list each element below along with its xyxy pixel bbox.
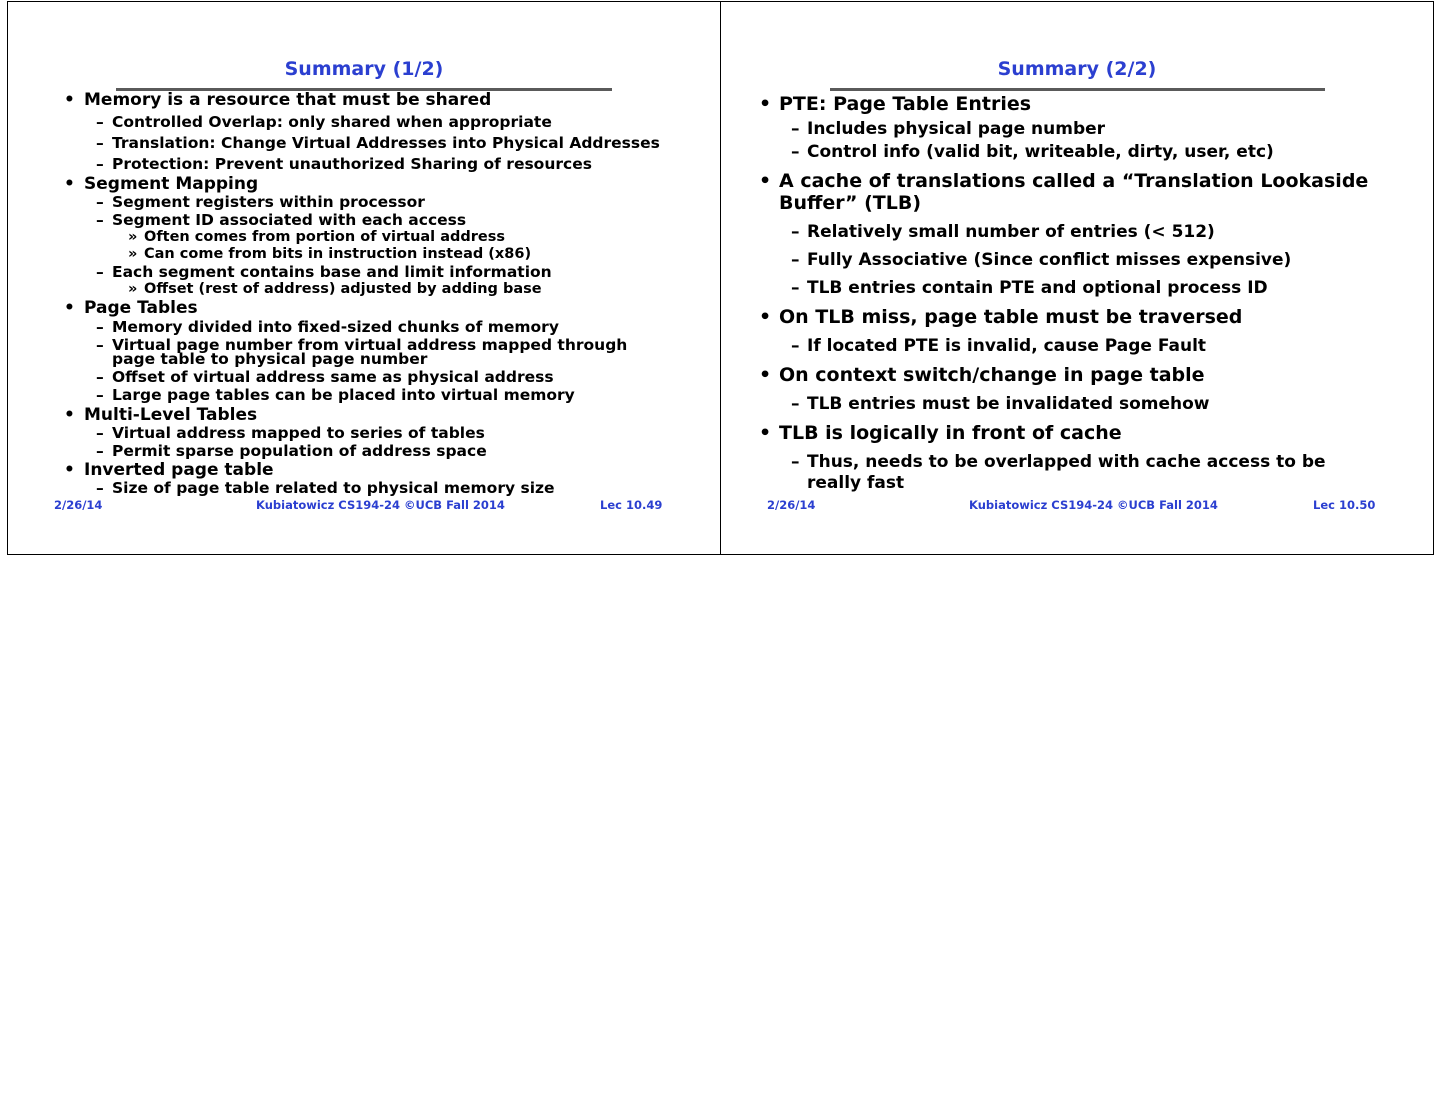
footer-date: 2/26/14 [767, 498, 816, 512]
dash-icon: – [791, 394, 800, 414]
title-underline [830, 88, 1325, 91]
dash-icon: – [96, 424, 104, 442]
slide-sheet [7, 1, 1434, 555]
bullet-icon: • [759, 422, 772, 444]
dash-icon: – [791, 119, 800, 139]
sub-sub-bullet-line: Offset (rest of address) adjusted by adding base [144, 281, 542, 297]
sub-bullet-line: If located PTE is invalid, cause Page Fault [807, 336, 1207, 356]
bullet-line: Memory is a resource that must be shared [84, 90, 492, 110]
sub-sub-bullet-line: Often comes from portion of virtual address [144, 229, 505, 245]
bullet-icon: • [64, 174, 75, 194]
dash-icon: – [96, 263, 104, 281]
dash-icon: – [791, 142, 800, 162]
dash-icon: – [96, 442, 104, 460]
sub-bullet-line: TLB entries must be invalidated somehow [807, 394, 1210, 414]
bullet-icon: • [64, 460, 75, 480]
sub-bullet-line: Segment registers within processor [112, 193, 425, 211]
bullet-line: Segment Mapping [84, 174, 259, 194]
slide-title: Summary (2/2) [997, 58, 1157, 80]
bullet-line: PTE: Page Table Entries [779, 93, 1032, 115]
dash-icon: – [791, 278, 800, 298]
bullet-icon: • [64, 90, 75, 110]
sub-bullet-line: Controlled Overlap: only shared when appropriate [112, 113, 552, 131]
bullet-icon: • [759, 306, 772, 328]
bullet-icon: • [759, 170, 772, 192]
sub-bullet-line: Relatively small number of entries (< 512) [807, 222, 1215, 242]
slide-summary-1 [8, 2, 720, 554]
dash-icon: – [96, 318, 104, 336]
sub-bullet-line: Virtual page number from virtual address mapped through [112, 336, 628, 354]
sub-bullet-line: Thus, needs to be overlapped with cache access to be [807, 452, 1326, 472]
footer-course: Kubiatowicz CS194-24 ©UCB Fall 2014 [969, 498, 1218, 512]
sub-bullet-line: Control info (valid bit, writeable, dirty, user, etc) [807, 142, 1274, 162]
sub-bullet-line-continued: really fast [807, 473, 905, 493]
dash-icon: – [791, 336, 800, 356]
sub-bullet-line: TLB entries contain PTE and optional process ID [807, 278, 1268, 298]
bullet-line: A cache of translations called a “Translation Lookaside [779, 170, 1369, 192]
bullet-line: Multi-Level Tables [84, 405, 258, 425]
bullet-icon: • [759, 93, 772, 115]
sub-bullet-line: Large page tables can be placed into virtual memory [112, 386, 575, 404]
dash-icon: – [96, 113, 104, 131]
sub-sub-bullet-line: Can come from bits in instruction instead (x86) [144, 246, 532, 262]
sub-bullet-line: Includes physical page number [807, 119, 1106, 139]
bullet-line: On context switch/change in page table [779, 364, 1205, 386]
dash-icon: – [96, 134, 104, 152]
dash-icon: – [791, 250, 800, 270]
footer-course: Kubiatowicz CS194-24 ©UCB Fall 2014 [256, 498, 505, 512]
sub-bullet-line: Permit sparse population of address space [112, 442, 487, 460]
sub-bullet-line: Fully Associative (Since conflict misses expensive) [807, 250, 1292, 270]
dash-icon: – [791, 222, 800, 242]
bullet-line: Page Tables [84, 298, 198, 318]
dash-icon: – [791, 452, 800, 472]
sub-bullet-line: Memory divided into fixed-sized chunks of memory [112, 318, 559, 336]
footer-lecture: Lec 10.49 [600, 498, 663, 512]
sub-bullet-line: Segment ID associated with each access [112, 211, 467, 229]
dash-icon: – [96, 193, 104, 211]
bullet-icon: • [64, 298, 75, 318]
chevron-icon: » [128, 229, 138, 245]
bullet-icon: • [759, 364, 772, 386]
footer-date: 2/26/14 [54, 498, 103, 512]
sub-bullet-line: Each segment contains base and limit information [112, 263, 552, 281]
sub-bullet-line: Size of page table related to physical memory size [112, 479, 555, 497]
sub-bullet-line: Translation: Change Virtual Addresses into Physical Addresses [112, 134, 660, 152]
bullet-line: Inverted page table [84, 460, 274, 480]
sub-bullet-line-continued: page table to physical page number [112, 350, 428, 368]
bullet-icon: • [64, 405, 75, 425]
bullet-line: TLB is logically in front of cache [779, 422, 1122, 444]
dash-icon: – [96, 336, 104, 354]
footer-lecture: Lec 10.50 [1313, 498, 1376, 512]
dash-icon: – [96, 155, 104, 173]
dash-icon: – [96, 479, 104, 497]
chevron-icon: » [128, 281, 138, 297]
sub-bullet-line: Protection: Prevent unauthorized Sharing of resources [112, 155, 592, 173]
sub-bullet-line: Offset of virtual address same as physical address [112, 368, 554, 386]
slide-title: Summary (1/2) [284, 58, 444, 80]
dash-icon: – [96, 368, 104, 386]
dash-icon: – [96, 386, 104, 404]
bullet-line-continued: Buffer” (TLB) [779, 192, 922, 214]
bullet-line: On TLB miss, page table must be traversed [779, 306, 1243, 328]
slide-summary-2 [721, 2, 1433, 554]
chevron-icon: » [128, 246, 138, 262]
dash-icon: – [96, 211, 104, 229]
sub-bullet-line: Virtual address mapped to series of tables [112, 424, 485, 442]
